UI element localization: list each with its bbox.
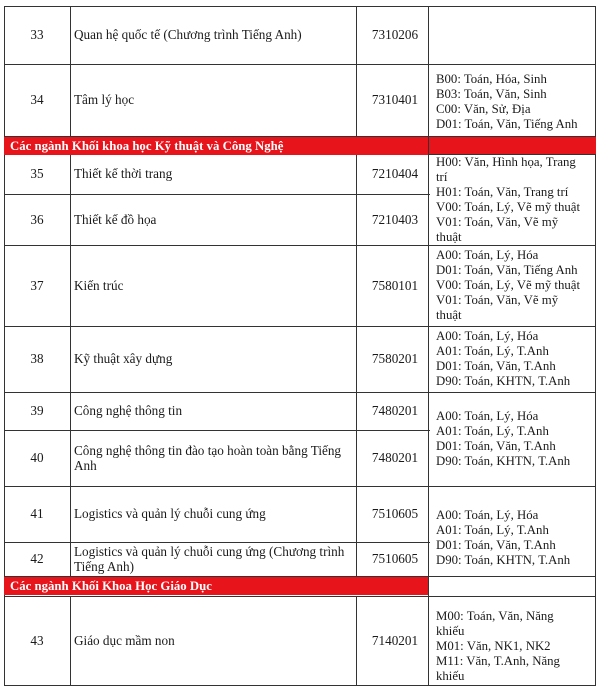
row-program-code: 7140201 [371, 632, 419, 648]
combo-line: A00: Toán, Lý, Hóa [436, 508, 539, 522]
row-program-code: 7480201 [371, 450, 419, 466]
subject-combinations [436, 329, 594, 389]
combo-line: D01: Toán, Văn, Tiếng Anh [436, 117, 578, 131]
row-stt: 36 [30, 211, 44, 227]
combo-line: trí [436, 170, 448, 184]
row-program-code: 7580101 [371, 277, 419, 293]
combo-line: A00: Toán, Lý, Hóa [436, 409, 539, 423]
combo-line: V01: Toán, Văn, Vẽ mỹ [436, 215, 559, 229]
subject-combinations [436, 609, 594, 684]
program-name-line: Tiếng Anh) [74, 559, 134, 574]
subject-combinations [436, 72, 594, 132]
section-header-tech: Các ngành Khối khoa học Kỹ thuật và Công Nghệ [4, 137, 428, 155]
program-name-line: Công nghệ thông tin đào tạo hoàn toàn bằng Tiếng [74, 442, 342, 458]
combo-line: B03: Toán, Văn, Sinh [436, 87, 547, 101]
row-stt: 33 [30, 27, 44, 43]
row-program-code: 7210404 [371, 166, 419, 182]
subject-combinations [436, 248, 594, 323]
row-stt: 42 [30, 551, 44, 567]
row-program-name: Giáo dục mầm non [74, 632, 175, 648]
column-border [595, 6, 596, 686]
row-stt: 40 [30, 450, 44, 466]
subject-combinations [436, 409, 594, 469]
row-program-code: 7310206 [371, 27, 419, 43]
row-stt: 39 [30, 403, 44, 419]
row-program-code: 7310401 [371, 92, 419, 108]
combo-line: D01: Toán, Văn, Tiếng Anh [436, 263, 578, 277]
row-program-code: 7580201 [371, 351, 419, 367]
combo-line: D01: Toán, Văn, T.Anh [436, 538, 556, 552]
column-border [70, 6, 71, 136]
row-program-code: 7210403 [371, 211, 419, 227]
row-stt: 34 [30, 92, 44, 108]
combo-line: khiếu [436, 669, 465, 683]
column-border [70, 154, 71, 576]
row-program-code: 7510605 [371, 551, 419, 567]
program-name-line: Logistics và quản lý chuỗi cung ứng (Chương trình [74, 543, 345, 559]
combo-line: D90: Toán, KHTN, T.Anh [436, 553, 571, 567]
subject-combinations [436, 508, 594, 568]
row-stt: 41 [30, 506, 44, 522]
row-stt: 43 [30, 632, 44, 648]
combo-line: M01: Văn, NK1, NK2 [436, 639, 551, 653]
row-program-name: Quan hệ quốc tế (Chương trình Tiếng Anh) [74, 27, 302, 43]
subject-combinations [436, 155, 594, 245]
column-border [356, 596, 357, 686]
combo-line: D01: Toán, Văn, T.Anh [436, 359, 556, 373]
row-border [4, 685, 596, 686]
section-header-education: Các ngành Khối Khoa Học Giáo Dục [4, 577, 428, 595]
column-border [356, 6, 357, 136]
row-program-name: Thiết kế thời trang [74, 166, 173, 182]
combo-line: C00: Văn, Sử, Địa [436, 102, 531, 116]
combo-line: D90: Toán, KHTN, T.Anh [436, 454, 571, 468]
program-name-line: Anh [74, 458, 97, 473]
combo-line: H00: Văn, Hình họa, Trang [436, 155, 576, 169]
combo-line: V01: Toán, Văn, Vẽ mỹ [436, 293, 559, 307]
row-stt: 37 [30, 277, 44, 293]
combo-line: D90: Toán, KHTN, T.Anh [436, 374, 571, 388]
admission-table [4, 6, 596, 686]
row-program-name: Kỹ thuật xây dựng [74, 351, 173, 367]
row-program-name: Tâm lý học [74, 92, 135, 108]
row-program-name: Công nghệ thông tin [74, 403, 183, 419]
row-program-name: Thiết kế đồ họa [74, 211, 157, 227]
combo-line: A01: Toán, Lý, T.Anh [436, 344, 549, 358]
column-border [70, 596, 71, 686]
combo-line: H01: Toán, Văn, Trang trí [436, 185, 569, 199]
combo-line: A00: Toán, Lý, Hóa [436, 248, 539, 262]
row-program-name [74, 542, 354, 576]
combo-line: D01: Toán, Văn, T.Anh [436, 439, 556, 453]
row-stt: 35 [30, 166, 44, 182]
combo-line: M00: Toán, Văn, Năng [436, 609, 554, 623]
combo-line: A01: Toán, Lý, T.Anh [436, 424, 549, 438]
row-program-name: Kiến trúc [74, 277, 124, 293]
combo-line: M11: Văn, T.Anh, Năng [436, 654, 560, 668]
combo-line: thuật [436, 308, 462, 322]
row-program-name [74, 430, 354, 486]
combo-line: B00: Toán, Hóa, Sinh [436, 72, 547, 86]
combo-line: V00: Toán, Lý, Vẽ mỹ thuật [436, 278, 581, 292]
row-program-name: Logistics và quản lý chuỗi cung ứng [74, 506, 266, 522]
row-program-code: 7510605 [371, 506, 419, 522]
combo-line: A00: Toán, Lý, Hóa [436, 329, 539, 343]
row-stt: 38 [30, 351, 44, 367]
combo-line: V00: Toán, Lý, Vẽ mỹ thuật [436, 200, 581, 214]
section-header-fill [429, 137, 596, 154]
column-border [356, 154, 357, 576]
combo-line: khiếu [436, 624, 465, 638]
combo-line: thuật [436, 230, 462, 244]
combo-line: A01: Toán, Lý, T.Anh [436, 523, 549, 537]
row-program-code: 7480201 [371, 403, 419, 419]
